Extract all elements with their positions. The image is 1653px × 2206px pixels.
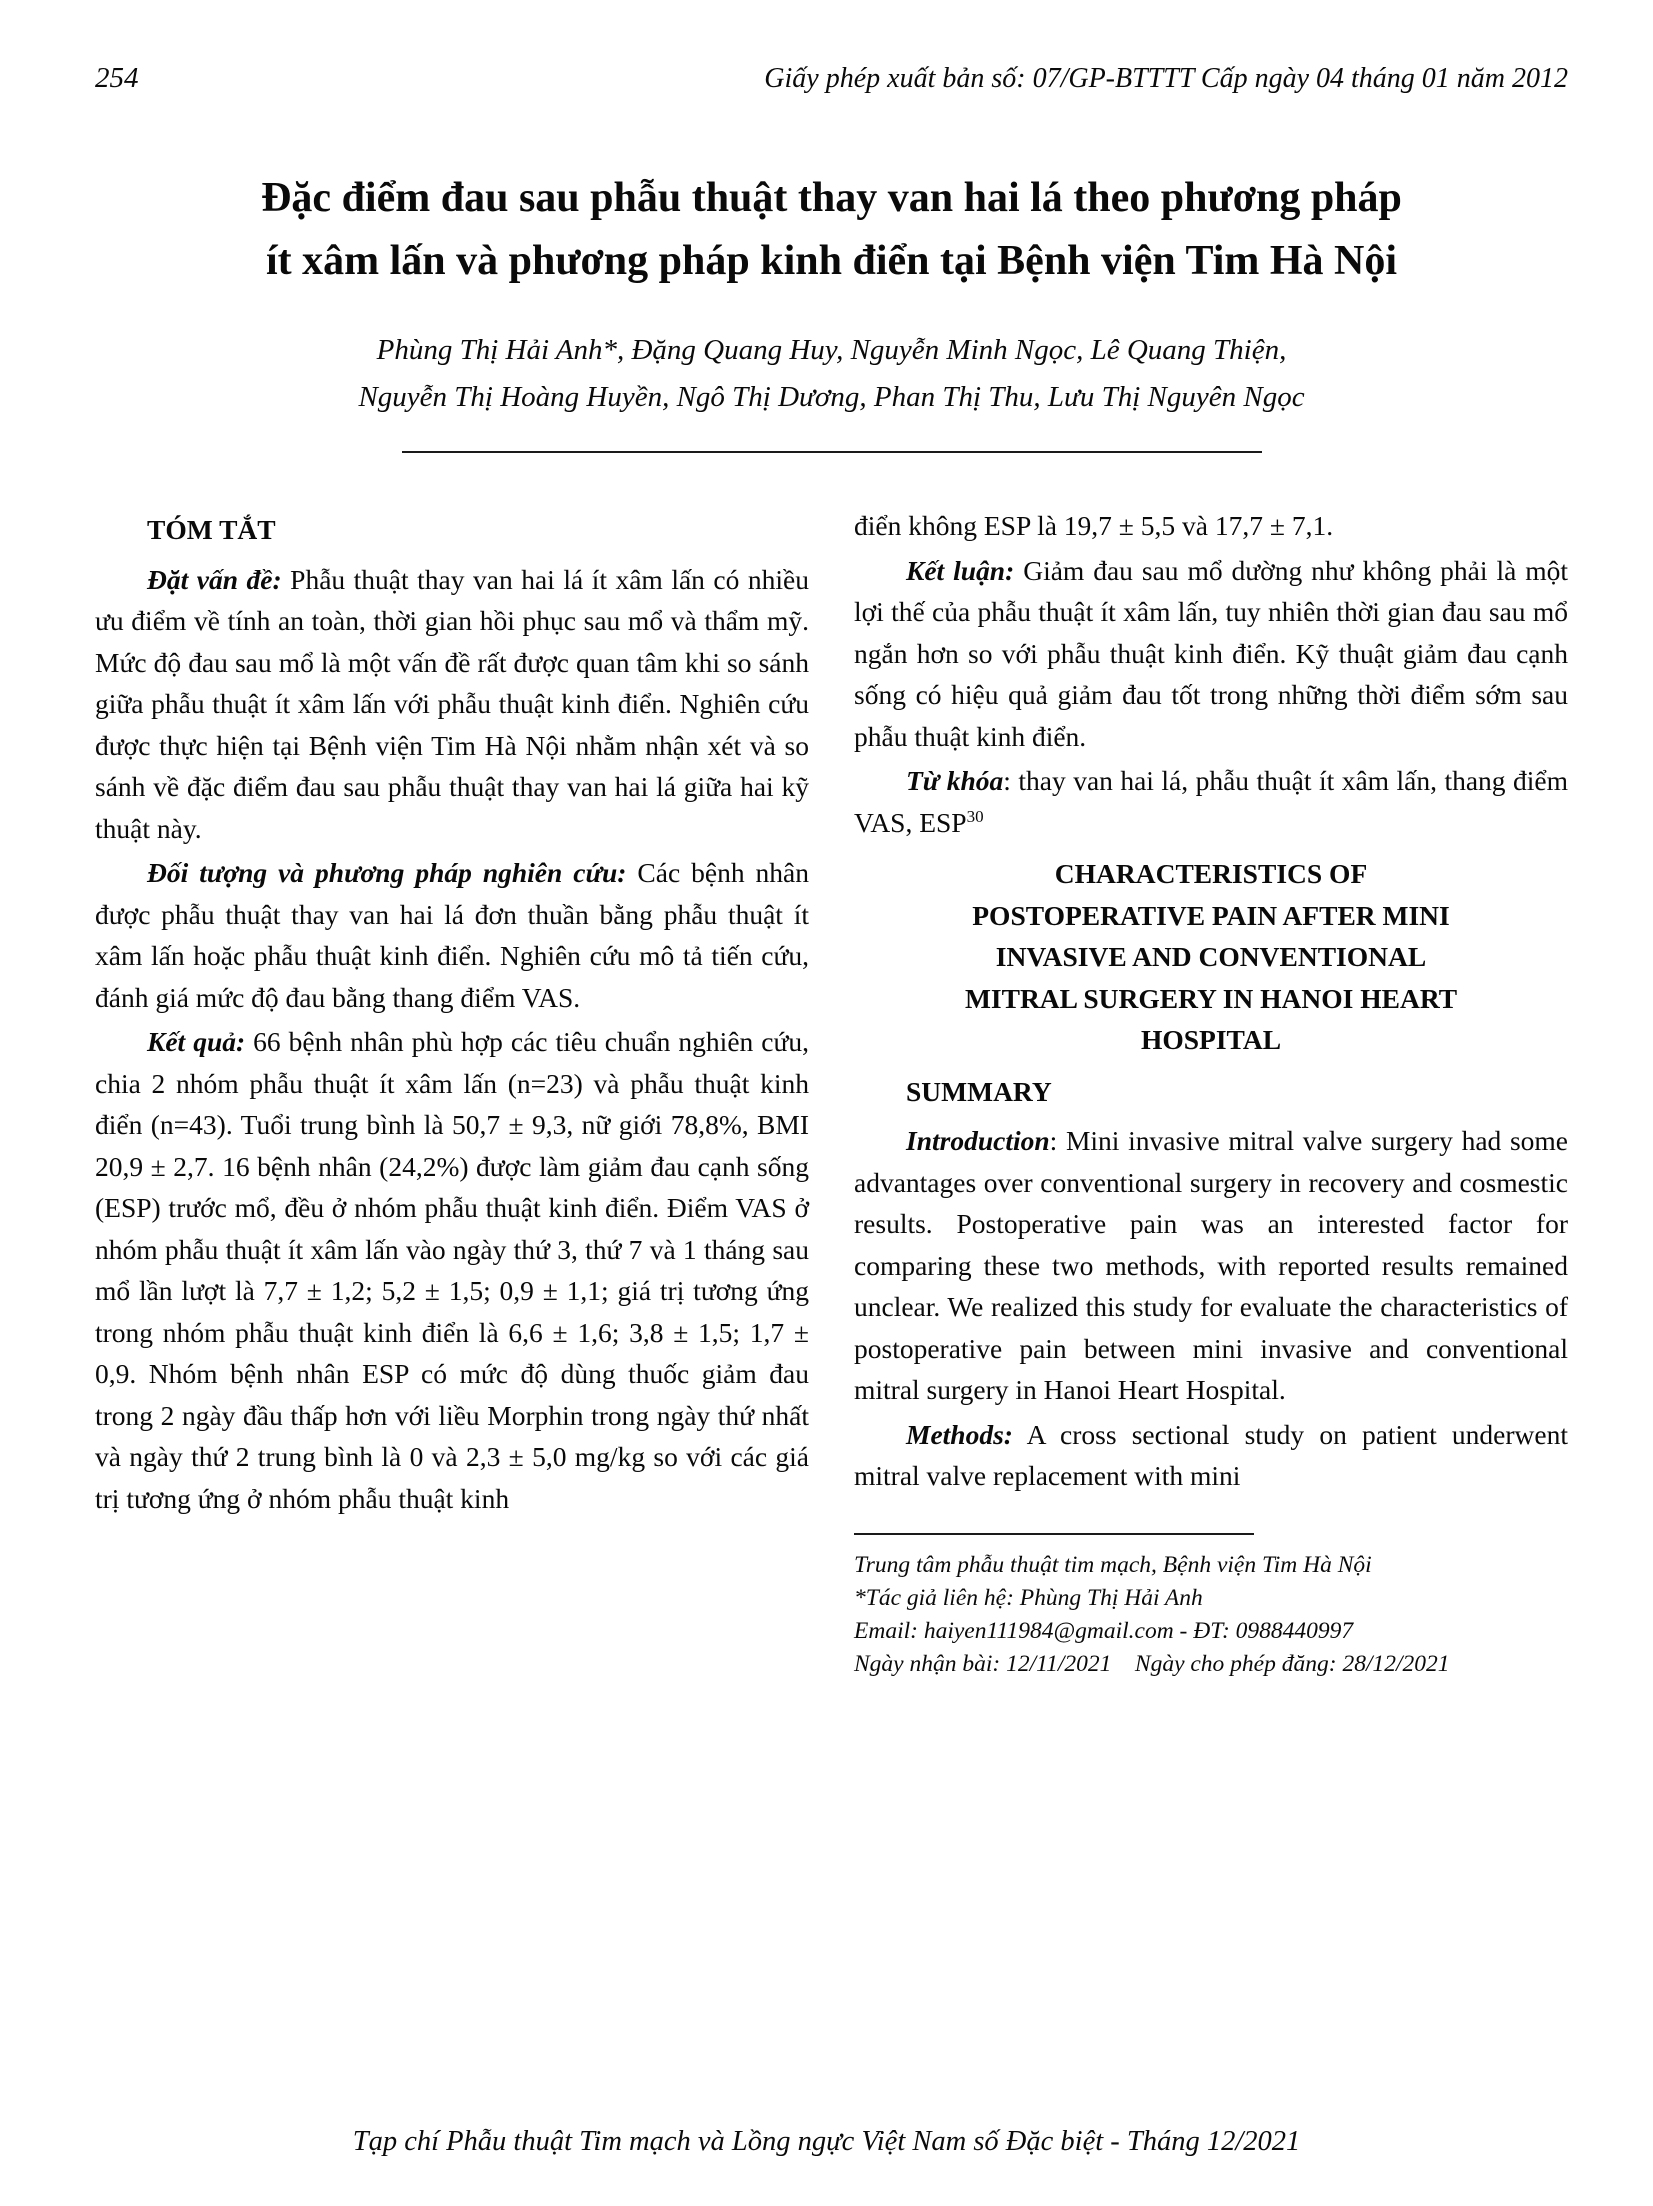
paragraph-methods-en	[854, 1414, 1568, 1497]
english-title-line2: POSTOPERATIVE PAIN AFTER MINI	[972, 899, 1450, 931]
english-title-line1: CHARACTERISTICS OF	[1054, 858, 1368, 889]
paragraph-keywords-text: : thay van hai lá, phẫu thuật ít xâm lấn, thang điểm VAS, ESP	[854, 765, 1568, 838]
abstract-heading: TÓM TẮT	[147, 514, 276, 545]
paragraph-conclusion-text: Giảm đau sau mổ dường như không phải là một lợi thế của phẫu thuật ít xâm lấn, tuy nhiên thời gian đau sau mổ ngắn hơn so với phẫu thuật kinh điển. Kỹ thuật giảm đau cạnh sống có hiệu quả giảm đau tốt trong những thời điểm sớm sau phẫu thuật kinh điển.	[854, 554, 1569, 752]
article-title	[95, 167, 1568, 293]
paragraph-keywords-lead: Từ khóa	[906, 765, 1004, 796]
paragraph-results	[95, 1021, 809, 1519]
footnote-block	[854, 1533, 1568, 1681]
title-divider	[402, 451, 1262, 453]
paragraph-background-lead: Đặt vấn đề:	[147, 563, 282, 595]
author-list	[95, 327, 1568, 421]
paragraph-background-text: Phẫu thuật thay van hai lá ít xâm lấn có nhiều ưu điểm về tính an toàn, thời gian hồi phục sau mổ và thẩm mỹ. Mức độ đau sau mổ là một vấn đề rất được quan tâm khi so sánh giữa phẫu thuật ít xâm lấn với phẫu thuật kinh điển. Nghiên cứu được thực hiện tại Bệnh viện Tim Hà Nội nhằm nhận xét và so sánh về đặc điểm đau sau phẫu thuật thay van hai lá giữa hai kỹ thuật này.	[95, 563, 809, 844]
paragraph-methods-en-lead: Methods:	[906, 1418, 1013, 1450]
left-column	[95, 505, 809, 1681]
paragraph-methods-en-text: A cross sectional study on patient underwent mitral valve replacement with mini	[854, 1418, 1568, 1491]
english-title-line4: MITRAL SURGERY IN HANOI HEART	[964, 982, 1458, 1014]
footnote-corresponding-author: *Tác giả liên hệ: Phùng Thị Hải Anh	[854, 1584, 1203, 1611]
english-title	[854, 853, 1568, 1061]
english-title-line5: HOSPITAL	[1140, 1024, 1282, 1055]
paragraph-introduction	[854, 1120, 1568, 1411]
two-column-body	[95, 505, 1568, 1681]
paragraph-background	[95, 559, 809, 850]
paragraph-methods-vn-lead: Đối tượng và phương pháp nghiên cứu:	[147, 857, 627, 888]
summary-heading: SUMMARY	[906, 1075, 1052, 1107]
footnote-affiliation: Trung tâm phẫu thuật tim mạch, Bệnh viện Tim Hà Nội	[854, 1551, 1372, 1578]
paragraph-results-continuation: điển không ESP là 19,7 ± 5,5 và 17,7 ± 7,1.	[854, 510, 1334, 541]
journal-footer: Tạp chí Phẫu thuật Tim mạch và Lồng ngực Việt Nam số Đặc biệt - Tháng 12/2021	[352, 2126, 1301, 2157]
paragraph-methods-vn	[95, 852, 809, 1018]
paragraph-conclusion-lead: Kết luận:	[906, 554, 1015, 586]
author-line1: Phùng Thị Hải Anh*, Đặng Quang Huy, Nguyễn Minh Ngọc, Lê Quang Thiện,	[376, 334, 1287, 366]
paragraph-results-lead: Kết quả:	[147, 1026, 246, 1057]
paragraph-methods-vn-text: Các bệnh nhân được phẫu thuật thay van hai lá đơn thuần bằng phẫu thuật ít xâm lấn hoặc phẫu thuật kinh điển. Nghiên cứu mô tả tiến cứu, đánh giá mức độ đau bằng thang điểm VAS.	[95, 857, 809, 1013]
page-header	[95, 62, 1568, 95]
publication-license: Giấy phép xuất bản số: 07/GP-BTTTT Cấp ngày 04 tháng 01 năm 2012	[764, 63, 1568, 94]
footnote-contact: Email: haiyen111984@gmail.com - ĐT: 0988440997	[854, 1617, 1354, 1644]
paragraph-results-text: 66 bệnh nhân phù hợp các tiêu chuẩn nghiên cứu, chia 2 nhóm phẫu thuật ít xâm lấn (n=23) và phẫu thuật kinh điển (n=43). Tuổi trung bình là 50,7 ± 9,3, nữ giới 78,8%, BMI 20,9 ± 2,7. 16 bệnh nhân (24,2%) được làm giảm đau cạnh sống (ESP) trước mổ, đều ở nhóm phẫu thuật kinh điển. Điểm VAS ở nhóm phẫu thuật ít xâm lấn vào ngày thứ 3, thứ 7 và 1 tháng sau mổ lần lượt là 7,7 ± 1,2; 5,2 ± 1,5; 0,9 ± 1,1; giá trị tương ứng trong nhóm phẫu thuật kinh điển là 6,6 ± 1,6; 3,8 ± 1,5; 1,7 ± 0,9. Nhóm bệnh nhân ESP có mức độ dùng thuốc giảm đau trong 2 ngày đầu thấp hơn với liều Morphin trong ngày thứ nhất và ngày thứ 2 trung bình là 0 và 2,3 ± 5,0 mg/kg so với các giá trị tương ứng ở nhóm phẫu thuật kinh	[95, 1026, 810, 1514]
author-line2: Nguyễn Thị Hoàng Huyền, Ngô Thị Dương, Phan Thị Thu, Lưu Thị Nguyên Ngọc	[358, 381, 1305, 413]
article-title-line1: Đặc điểm đau sau phẫu thuật thay van hai lá theo phương pháp	[261, 175, 1402, 221]
paragraph-introduction-lead: Introduction	[906, 1125, 1050, 1156]
page-number: 254	[95, 62, 139, 94]
right-column	[854, 505, 1568, 1681]
paragraph-conclusion	[854, 550, 1568, 758]
article-title-line2: ít xâm lấn và phương pháp kinh điển tại Bệnh viện Tim Hà Nội	[265, 238, 1398, 284]
footnote-dates: Ngày nhận bài: 12/11/2021 Ngày cho phép đăng: 28/12/2021	[854, 1650, 1450, 1677]
english-title-line3: INVASIVE AND CONVENTIONAL	[995, 941, 1427, 972]
footnote-divider	[854, 1533, 1254, 1535]
keywords-superscript: 30	[966, 806, 984, 826]
paragraph-keywords	[854, 760, 1568, 843]
paragraph-introduction-text: : Mini invasive mitral valve surgery had some advantages over conventional surgery in recovery and cosmestic results. Postoperative pain was an interested factor for comparing these two methods, with reported results remained unclear. We realized this study for evaluate the characteristics of postoperative pain between mini invasive and conventional mitral surgery in Hanoi Heart Hospital.	[854, 1125, 1568, 1405]
